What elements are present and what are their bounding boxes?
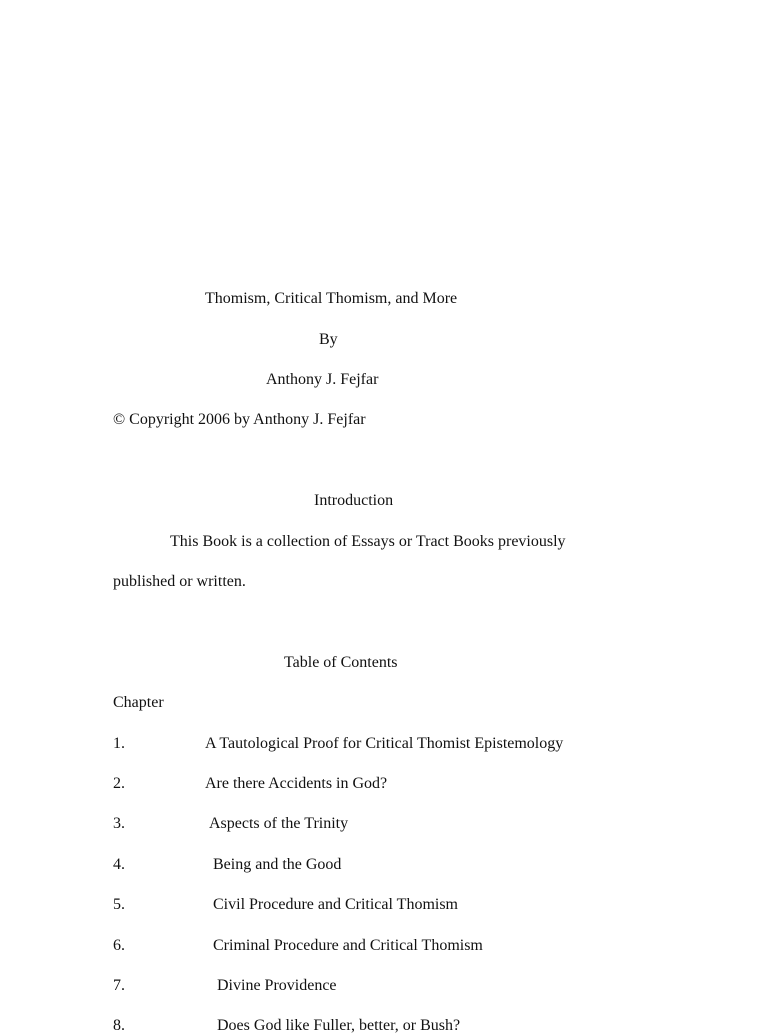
author-name: Anthony J. Fejfar (266, 371, 379, 388)
toc-chapter-label: Chapter (113, 694, 164, 711)
introduction-text-line-1: This Book is a collection of Essays or Tract Books previously (170, 533, 566, 550)
toc-entry-number: 1. (113, 735, 125, 752)
toc-entry-title: Civil Procedure and Critical Thomism (213, 896, 458, 913)
toc-entry-number: 2. (113, 775, 125, 792)
toc-entry-title: A Tautological Proof for Critical Thomist Epistemology (205, 735, 564, 752)
toc-entry-title: Criminal Procedure and Critical Thomism (213, 937, 483, 954)
toc-entry-title: Being and the Good (213, 856, 342, 873)
toc-entry-number: 6. (113, 937, 125, 954)
toc-entry-number: 3. (113, 815, 125, 832)
introduction-text-line-2: published or written. (113, 573, 246, 590)
toc-entry-title: Are there Accidents in God? (205, 775, 388, 792)
toc-entry-number: 7. (113, 977, 125, 994)
by-line: By (319, 331, 338, 348)
toc-entry-number: 4. (113, 856, 125, 873)
book-title: Thomism, Critical Thomism, and More (205, 290, 458, 307)
toc-entry-number: 5. (113, 896, 125, 913)
toc-entry-title: Divine Providence (217, 977, 337, 994)
toc-entry-number: 8. (113, 1017, 125, 1034)
toc-heading: Table of Contents (284, 654, 398, 671)
introduction-heading: Introduction (314, 492, 394, 509)
toc-entry-title: Aspects of the Trinity (209, 815, 349, 832)
copyright-notice: © Copyright 2006 by Anthony J. Fejfar (113, 411, 366, 428)
toc-entry-title: Does God like Fuller, better, or Bush? (217, 1017, 461, 1034)
